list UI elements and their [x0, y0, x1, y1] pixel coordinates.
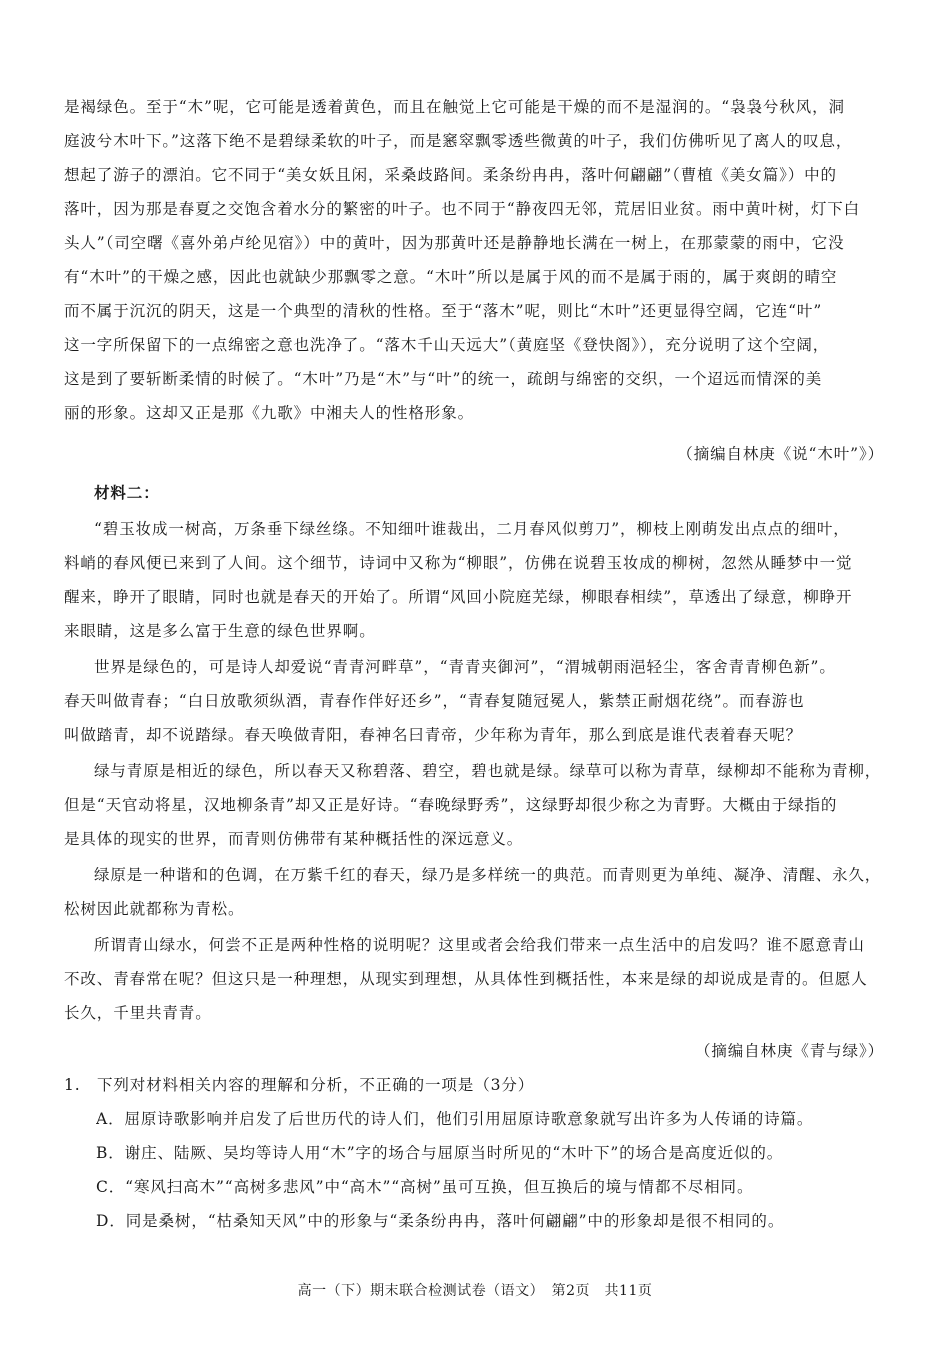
source-citation: （摘编自林庚《青与绿》） — [694, 1042, 884, 1060]
text-line: 想起了游子的漂泊。它不同于“美女妖且闲，采桑歧路间。柔条纷冉冉，落叶何翩翩”（曹植《美女篇》）中的 — [64, 166, 837, 184]
text-line: 绿与青原是相近的绿色，所以春天又称碧落、碧空，碧也就是绿。绿草可以称为青草，绿柳却不能称为青柳， — [94, 762, 882, 780]
text-line: 叫做踏青，却不说踏绿。春天唤做青阳，春神名曰青帝，少年称为青年，那么到底是谁代表着春天呢？ — [64, 726, 803, 744]
text-line: 但是“天官动将星，汉地柳条青”却又正是好诗。“春晚绿野秀”，这绿野却很少称之为青野。大概由于绿指的 — [64, 796, 838, 814]
option-d: D．同是桑树，“枯桑知天风”中的形象与“柔条纷冉冉，落叶何翩翩”中的形象却是很不相同的。 — [96, 1212, 785, 1230]
text-line: 是褐绿色。至于“木”呢，它可能是透着黄色，而且在触觉上它可能是干燥的而不是湿润的。“袅袅兮秋风，洞 — [64, 98, 845, 116]
page-footer: 高一（下）期末联合检测试卷（语文） 第2页 共11页 — [297, 1283, 653, 1299]
option-c: C．“寒风扫高木”“高树多悲风”中“高木”“高树”虽可互换，但互换后的境与情都不尽相同。 — [96, 1178, 754, 1196]
text-line: 春天叫做青春；“白日放歌须纵酒，青春作伴好还乡”，“青春复随冠冕人，紫禁正耐烟花绕”。而春游也 — [64, 692, 805, 710]
text-line: 有“木叶”的干燥之感，因此也就缺少那飘零之意。“木叶”所以是属于风的而不是属于雨的，属于爽朗的晴空 — [64, 268, 838, 286]
text-line: 所谓青山绿水，何尝不正是两种性格的说明呢？这里或者会给我们带来一点生活中的启发吗？谁不愿意青山 — [94, 936, 865, 954]
text-line: 醒来，睁开了眼睛，同时也就是春天的开始了。所谓“风回小院庭芜绿，柳眼春相续”，草透出了绿意，柳睁开 — [64, 588, 853, 606]
text-line: 世界是绿色的，可是诗人却爱说“青青河畔草”，“青青夹御河”，“渭城朝雨浥轻尘，客舍青青柳色新”。 — [94, 658, 836, 676]
text-line: “碧玉妆成一树高，万条垂下绿丝绦。不知细叶谁裁出，二月春风似剪刀”，柳枝上刚萌发出点点的细叶， — [94, 520, 850, 538]
text-line: 丽的形象。这却又正是那《九歌》中湘夫人的性格形象。 — [64, 404, 475, 422]
text-line: 来眼睛，这是多么富于生意的绿色世界啊。 — [64, 622, 376, 640]
text-line: 长久，千里共青青。 — [64, 1004, 212, 1022]
text-line: 庭波兮木叶下。”这落下绝不是碧绿柔软的叶子，而是窸窣飘零透些微黄的叶子，我们仿佛听见了离人的叹息， — [64, 132, 853, 150]
text-line: 落叶，因为那是春夏之交饱含着水分的繁密的叶子。也不同于“静夜四无邻，荒居旧业贫。雨中黄叶树，灯下白 — [64, 200, 861, 218]
source-citation: （摘编自林庚《说“木叶”》） — [677, 445, 884, 463]
text-line: 这一字所保留下的一点绵密之意也洗净了。“落木千山天远大”（黄庭坚《登快阁》），充分说明了这个空阔， — [64, 336, 830, 354]
text-line: 不改、青春常在呢？但这只是一种理想，从现实到理想，从具体性到概括性，本来是绿的却说成是青的。但愿人 — [64, 970, 868, 988]
section-heading: 材料二： — [94, 483, 160, 502]
option-b: B．谢庄、陆厥、吴均等诗人用“木”字的场合与屈原当时所见的“木叶下”的场合是高度近似的。 — [96, 1144, 784, 1162]
text-line: 松树因此就都称为青松。 — [64, 900, 245, 918]
text-line: 这是到了要斩断柔情的时候了。“木叶”乃是“木”与“叶”的统一，疏朗与绵密的交织，一个迢远而情深的美 — [64, 370, 823, 388]
text-line: 料峭的春风便已来到了人间。这个细节，诗词中又称为“柳眼”，仿佛在说碧玉妆成的柳树，忽然从睡梦中一觉 — [64, 554, 853, 572]
text-line: 头人”（司空曙《喜外弟卢纶见宿》）中的黄叶，因为那黄叶还是静静地长满在一树上，在那蒙蒙的雨中，它没 — [64, 234, 845, 252]
text-line: 是具体的现实的世界，而青则仿佛带有某种概括性的深远意义。 — [64, 830, 524, 848]
text-line: 绿原是一种谐和的色调，在万紫千红的春天，绿乃是多样统一的典范。而青则更为单纯、凝净、清醒、永久， — [94, 866, 882, 884]
text-line: 而不属于沉沉的阴天，这是一个典型的清秋的性格。至于“落木”呢，则比“木叶”还更显得空阔，它连“叶” — [64, 302, 823, 320]
question-stem: 1. 下列对材料相关内容的理解和分析，不正确的一项是（3分） — [64, 1076, 535, 1094]
option-a: A．屈原诗歌影响并启发了后世历代的诗人们，他们引用屈原诗歌意象就写出许多为人传诵的诗篇。 — [96, 1110, 814, 1128]
